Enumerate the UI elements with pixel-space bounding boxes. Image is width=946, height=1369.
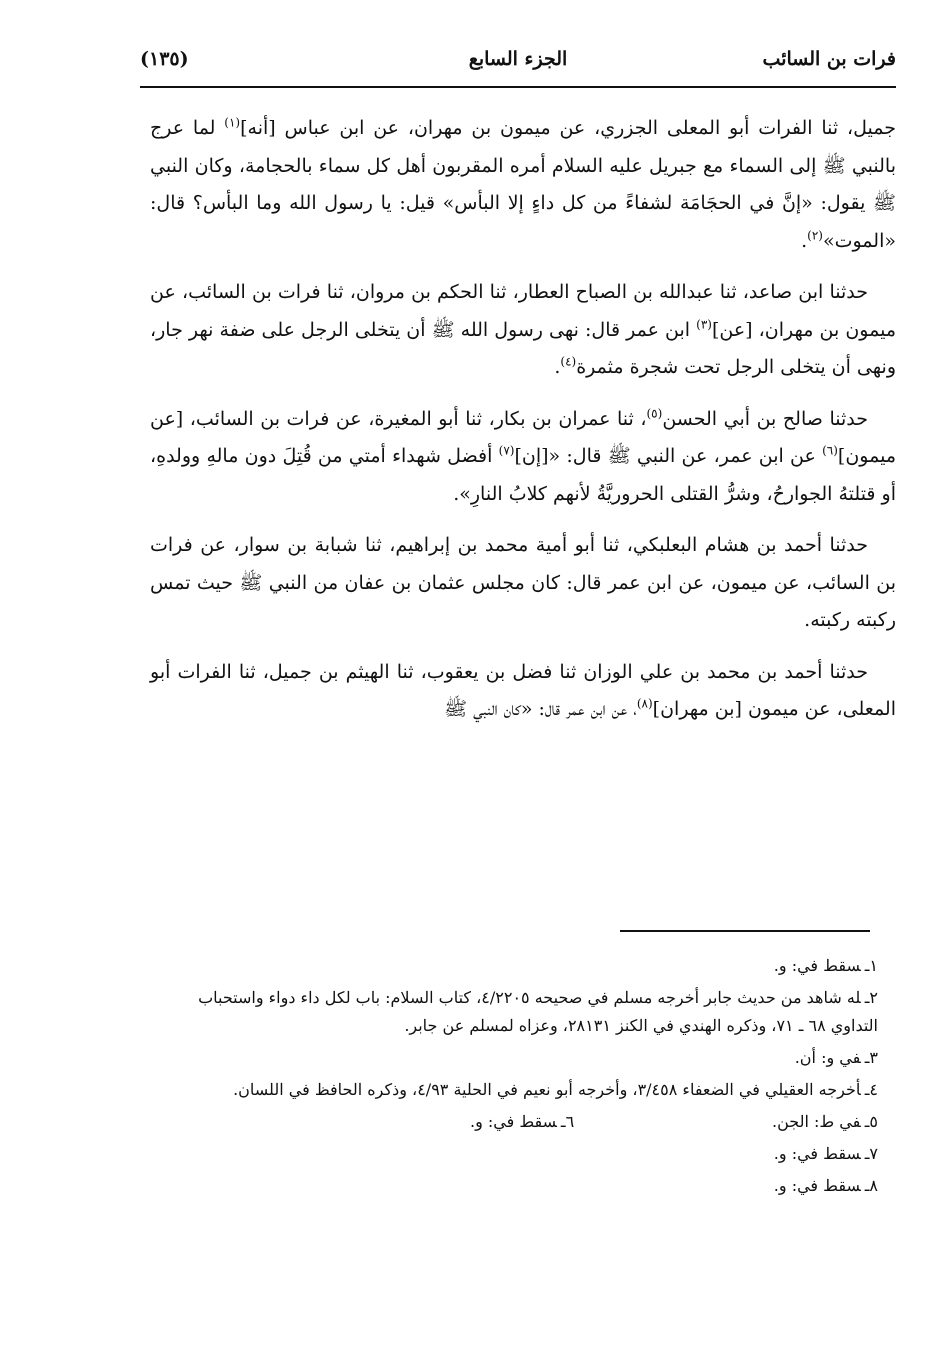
paragraph-text: حدثنا ابن صاعد، ثنا عبدالله بن الصباح العطار، ثنا الحكم بن مروان، ثنا فرات بن السائب، عن ميمون بن مهران، [عن] — [150, 281, 896, 341]
paragraph-text: ، عن ابن عمر قال: «كان النبي ﷺ — [444, 698, 637, 720]
footnote-ref: (٨) — [636, 696, 653, 711]
footnote-ref: (٦) — [822, 443, 838, 458]
paragraph — [150, 527, 896, 640]
part-title: الجزء السابع — [468, 48, 568, 70]
page-header — [140, 44, 896, 88]
footnote-divider — [620, 930, 870, 932]
paragraph-text: لما عرج بالنبي ﷺ إلى السماء مع جبريل عليه السلام أمره المقربون أهل كل سماء بالحجامة، وكان النبي ﷺ يقول: «إنَّ في الحجَامَة لشفاءً من كل داءٍ إلا البأس» قيل: يا رسول الله وما البأس؟ قال: «الموت» — [150, 117, 896, 252]
footnote-6: ٦ـسقط في: و. — [470, 1112, 575, 1131]
paragraph — [150, 654, 896, 729]
paragraph — [150, 274, 896, 387]
footnote-2: ٢ـله شاهد من حديث جابر أخرجه مسلم في صحيحه ٤/٢٢٠٥، كتاب السلام: باب لكل داء دواء واستحباب التداوي ٦٨ ـ ٧١، وذكره الهندي في الكنز ٢٨١٣١، وعزاه لمسلم عن جابر. — [198, 988, 878, 1035]
paragraph-text: . — [554, 356, 561, 378]
paragraph-text: ابن عمر قال: نهى رسول الله ﷺ أن يتخلى الرجل على ضفة نهر جار، ونهى أن يتخلى الرجل تحت شجرة مثمرة — [150, 318, 896, 378]
footnote-ref: (٢) — [807, 228, 823, 243]
page-number: (١٣٥) — [140, 48, 189, 70]
paragraph-text: . — [801, 229, 808, 252]
footnote-ref: (٤) — [560, 354, 577, 369]
paragraph-text: حدثنا أحمد بن محمد بن علي الوزان ثنا فضل بن يعقوب، ثنا الهيثم بن جميل، ثنا الفرات أبو المعلى، عن ميمون [بن مهران] — [150, 660, 896, 720]
footnote-5: ٥ـفي ط: الجن. — [772, 1112, 878, 1131]
paragraph-text: حدثنا صالح بن أبي الحسن — [662, 407, 868, 430]
footnote-7: ٧ـسقط في: و. — [773, 1144, 878, 1163]
footnote-ref: (٣) — [696, 317, 712, 332]
paragraph-text: ، ثنا عمران بن بكار، ثنا أبو المغيرة، عن فرات بن السائب، [عن ميمون] — [150, 407, 896, 467]
footnote-1: ١ـسقط في: و. — [773, 956, 878, 975]
footnote-ref: (١) — [224, 115, 241, 130]
footnote-ref: (٧) — [498, 443, 515, 458]
paragraph-text: أفضل شهداء أمتي من قُتِلَ دون مالهِ وولدهِ، أو قتلتهُ الجوارحُ، وشرُّ القتلى الحروريَّةُ لأنهم كلابُ النارِ». — [150, 445, 896, 505]
paragraph-text: عن ابن عمر، عن النبي ﷺ قال: «[إن] — [514, 445, 823, 467]
paragraph-text: حدثنا أحمد بن هشام البعلبكي، ثنا أبو أمية محمد بن إبراهيم، ثنا شبابة بن سوار، عن فرات بن السائب، عن ميمون، عن ابن عمر قال: كان مجلس عثمان بن عفان من النبي ﷺ حيث تمس ركبته ركبته. — [150, 534, 896, 631]
paragraph — [150, 401, 896, 514]
footnote-8: ٨ـسقط في: و. — [773, 1176, 878, 1195]
footnotes — [150, 952, 878, 1204]
paragraph-text: جميل، ثنا الفرات أبو المعلى الجزري، عن ميمون بن مهران، عن ابن عباس [أنه] — [240, 117, 896, 139]
footnote-4: ٤ـأخرجه العقيلي في الضعفاء ٣/٤٥٨، وأخرجه أبو نعيم في الحلية ٤/٩٣، وذكره الحافظ في اللسان. — [233, 1080, 878, 1099]
footnote-ref: (٥) — [646, 406, 663, 421]
chapter-title: فرات بن السائب — [762, 48, 896, 70]
main-text — [150, 110, 896, 743]
paragraph — [150, 110, 896, 260]
footnote-3: ٣ـفي و: أن. — [794, 1048, 878, 1067]
footnote-row — [150, 1108, 878, 1136]
